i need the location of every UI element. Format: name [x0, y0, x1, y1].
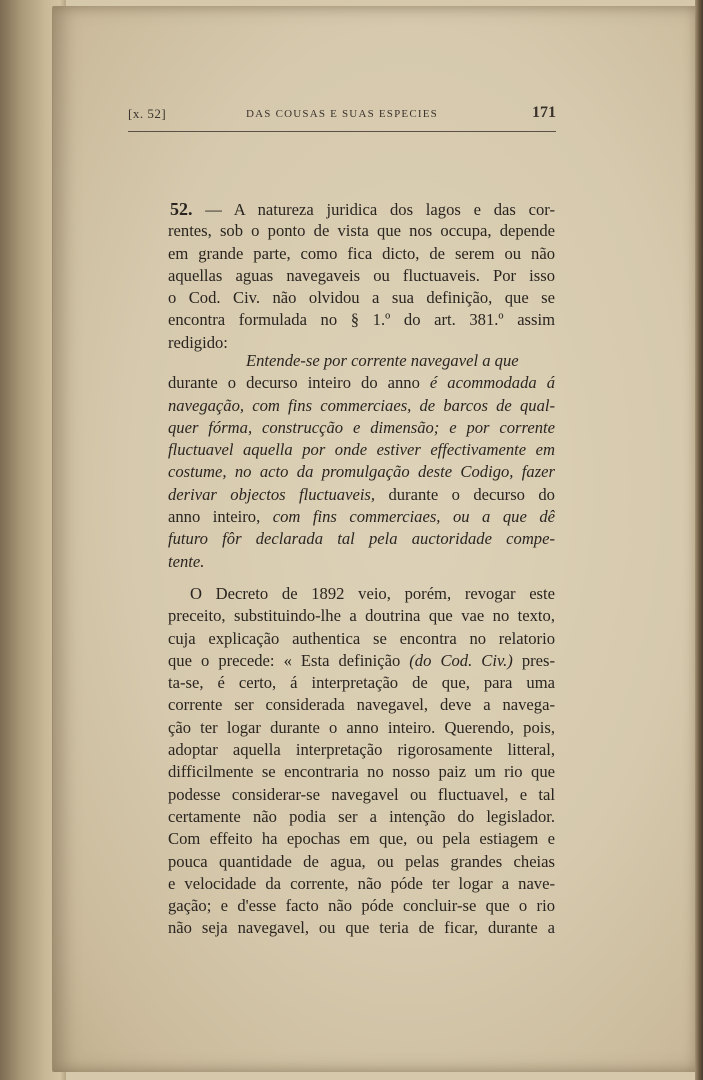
text-line: rentes, sob o ponto de vista que nos occupa, depende: [168, 221, 555, 241]
text-line: gação; e d'esse facto não póde concluir-se que o rio: [168, 896, 555, 916]
page-number: 171: [532, 104, 556, 121]
text-line: futuro fôr declarada tal pela auctoridade compe-: [168, 529, 555, 549]
running-header: [128, 104, 556, 128]
text-line: 52. — A natureza juridica dos lagos e das cor-: [170, 199, 556, 219]
text-line: que o precede: « Esta definição (do Cod. Civ.) pres-: [168, 650, 555, 670]
text-line: corrente ser considerada navegavel, deve a navega-: [168, 695, 555, 715]
text-line: e velocidade da corrente, não póde ter logar a nave-: [168, 873, 555, 893]
text-line: costume, no acto da promulgação deste Codigo, fazer: [168, 462, 555, 482]
text-line: aquellas aguas navegaveis ou fluctuaveis. Por isso: [168, 265, 555, 285]
text-line: fluctuavel aquella por onde estiver effectivamente em: [168, 440, 555, 460]
section-reference: [x. 52]: [128, 106, 167, 121]
text-line: difficilmente se encontraria no nosso paiz um rio que: [168, 762, 555, 782]
text-line: ta-se, é certo, á interpretação de que, para uma: [168, 673, 555, 693]
header-rule: [128, 131, 556, 132]
text-line: podesse considerar-se navegavel ou fluctuavel, e tal: [168, 784, 555, 804]
text-line: em grande parte, como fica dicto, de serem ou não: [168, 243, 555, 263]
quoted-article: [168, 350, 555, 573]
text-line: adoptar aquella interpretação rigorosamente litteral,: [168, 740, 555, 760]
text-line: derivar objectos fluctuaveis, durante o decurso do: [168, 484, 555, 504]
paragraph-52: [168, 198, 555, 354]
paragraph-decreto: [168, 583, 555, 940]
text-line: não seja navegavel, ou que teria de ficar, durante a: [168, 918, 555, 938]
text-line: encontra formulada no § 1.º do art. 381.º assim: [168, 310, 555, 330]
text-line: pouca quantidade de agua, ou pelas grandes cheias: [168, 851, 555, 871]
text-line: ção ter logar durante o anno inteiro. Querendo, pois,: [168, 717, 555, 737]
text-line: tente.: [168, 551, 205, 571]
text-line: Com effeito ha epochas em que, ou pela estiagem e: [168, 829, 555, 849]
text-line: preceito, substituindo-lhe a doutrina que vae no texto,: [168, 606, 555, 626]
running-title: DAS COUSAS E SUAS ESPECIES: [246, 108, 438, 120]
text-line: quer fórma, construcção e dimensão; e por corrente: [168, 417, 555, 437]
text-line: durante o decurso inteiro do anno é acommodada á: [168, 373, 556, 393]
text-line: Entende-se por corrente navegavel a que: [246, 351, 519, 370]
text-line: O Decreto de 1892 veio, porém, revogar este: [190, 584, 555, 603]
page-stack-edge: [695, 0, 703, 1080]
text-line: certamente não podia ser a intenção do legislador.: [168, 806, 555, 826]
text-line: o Cod. Civ. não olvidou a sua definição, que se: [168, 288, 555, 308]
text-line: cuja explicação authentica se encontra no relatorio: [168, 628, 555, 648]
text-line: anno inteiro, com fins commerciaes, ou a que dê: [168, 507, 555, 527]
paragraph-number: 52.: [170, 199, 193, 219]
text-line: redigido:: [168, 332, 228, 352]
text-line: navegação, com fins commerciaes, de barcos de qual-: [168, 395, 555, 415]
